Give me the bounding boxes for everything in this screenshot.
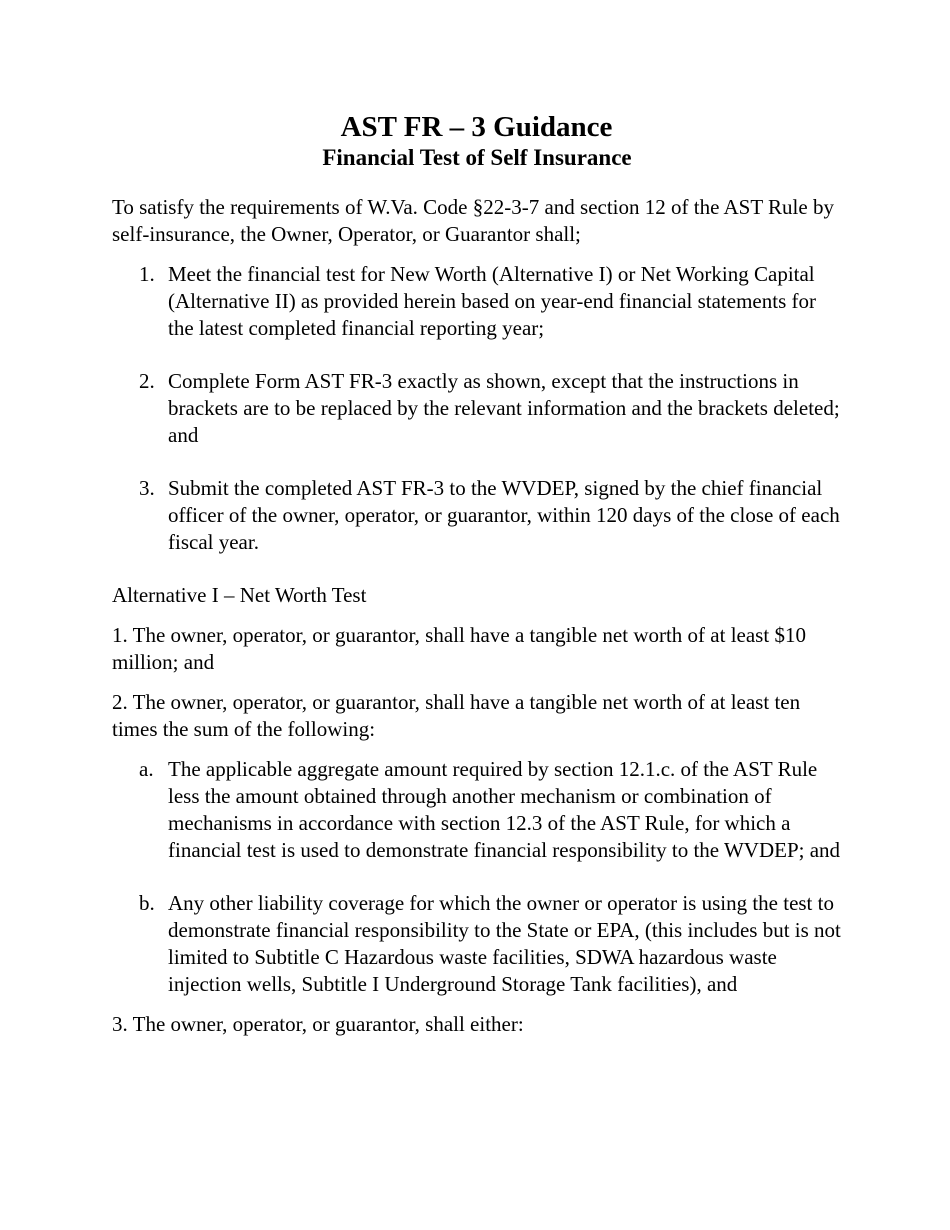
sub-item [112,756,842,864]
requirement-item [112,475,842,556]
requirement-text: Submit the completed AST FR-3 to the WVDEP, signed by the chief financial officer of the owner, operator, or guarantor, within 120 days of the close of each fiscal year. [168,476,840,554]
intro-paragraph: To satisfy the requirements of W.Va. Code §22-3-7 and section 12 of the AST Rule by self-insurance, the Owner, Operator, or Guarantor shall; [112,195,834,246]
alternative-1-item-3: 3. The owner, operator, or guarantor, shall either: [112,1012,524,1036]
sub-item-text: The applicable aggregate amount required by section 12.1.c. of the AST Rule less the amount obtained through another mechanism or combination of mechanisms in accordance with section 12.3 of the AST Rule, for which a financial test is used to demonstrate financial responsibility to the WVDEP; and [168,757,841,862]
alternative-1-item-2: 2. The owner, operator, or guarantor, shall have a tangible net worth of at least ten times the sum of the following: [112,690,801,741]
requirement-item [112,261,842,342]
requirement-text: Complete Form AST FR-3 exactly as shown, except that the instructions in brackets are to be replaced by the relevant information and the brackets deleted; and [168,369,840,447]
list-marker: 1. [139,262,155,286]
requirements-list [112,261,842,556]
list-marker: 3. [139,476,155,500]
document-subtitle: Financial Test of Self Insurance [322,145,632,170]
alternative-1-item-1: 1. The owner, operator, or guarantor, shall have a tangible net worth of at least $10 million; and [112,623,806,674]
sub-item-text: Any other liability coverage for which the owner or operator is using the test to demonstrate financial responsibility to the State or EPA, (this includes but is not limited to Subtitle C Hazardous waste facilities, SDWA hazardous waste injection wells, Subtitle I Underground Storage Tank facilities), and [168,891,841,996]
alternative-1-sublist [112,756,842,998]
list-marker: 2. [139,369,155,393]
requirement-item [112,368,842,449]
document-page [112,110,842,1051]
requirement-text: Meet the financial test for New Worth (Alternative I) or Net Working Capital (Alternative II) as provided herein based on year-end financial statements for the latest completed financial reporting year; [168,262,816,340]
document-title: AST FR – 3 Guidance [340,111,613,143]
alternative-1-heading: Alternative I – Net Worth Test [112,583,367,607]
list-marker: a. [139,757,154,781]
list-marker: b. [139,891,155,915]
sub-item [112,890,842,998]
